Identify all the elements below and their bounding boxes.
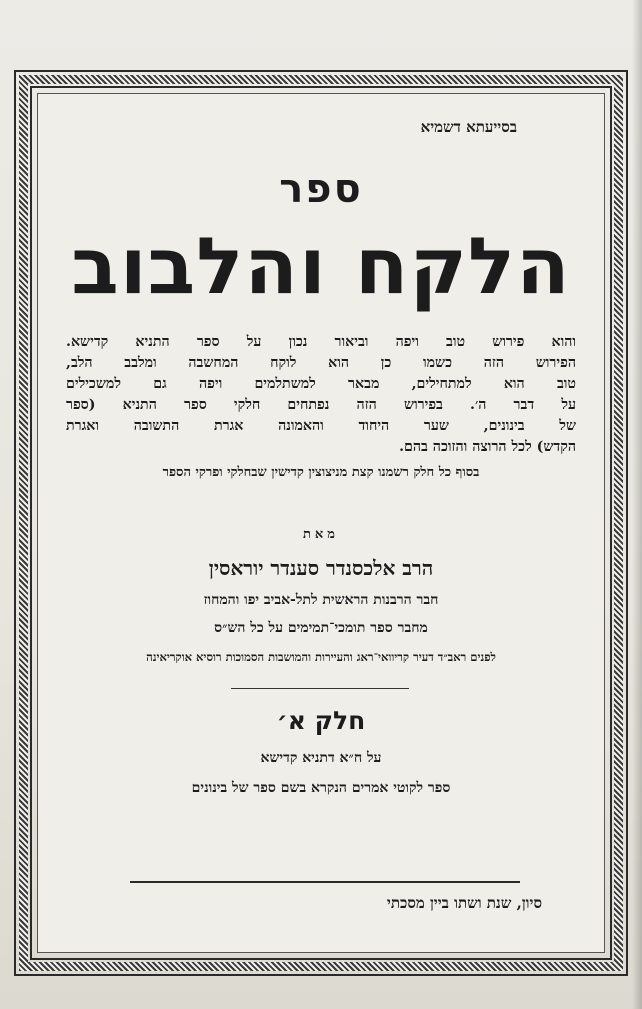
- part-label: חלק א׳: [276, 706, 366, 735]
- description-line: הקדש) לכל הרוצה והזוכה בהם.: [399, 439, 576, 455]
- title-page-content: [60, 110, 582, 930]
- end-note: בסוף כל חלק רשמנו קצת מניצוצין קדישין שבחלקי ופרקי הספר: [162, 465, 480, 480]
- author-name: הרב אלכסנדר סענדר יוראסין: [208, 556, 434, 580]
- book-title: הלקח והלבוב: [71, 222, 571, 312]
- part-description: ספר לקוטי אמרים הנקרא בשם ספר של בינונים: [191, 780, 451, 796]
- author-title-rabbinate: חבר הרבנות הראשית לתל-אביב יפו והמחוז: [203, 592, 439, 608]
- description-line: והוא פירוש טוב ויפה וביאור נכון על ספר התניא קדישא.: [66, 334, 576, 350]
- besiyata-dishmaya: בסייעתא דשמיא: [420, 118, 517, 136]
- description-line: הפירוש הזה כשמו כן הוא לוקח המחשבה ומלבב הלב,: [66, 355, 576, 371]
- page-shadow: [632, 0, 642, 1009]
- author-title-book: מחבר ספר תומכי־תמימים על כל הש״ס: [214, 620, 428, 636]
- divider-long: [130, 881, 520, 883]
- divider-short: [231, 688, 409, 689]
- by-label: מאת: [303, 527, 339, 542]
- publication-date: סיון, שנת ושתו ביין מסכתי: [386, 894, 542, 912]
- part-subject: על ח״א דתניא קדישא: [260, 750, 382, 766]
- sefer-label: ספר: [279, 166, 363, 212]
- description-line: טוב הוא למתחילים, מבאר למשתלמים ויפה גם למשכילים: [66, 376, 576, 392]
- author-former-position: לפנים ראב״ד דעיר קריוואי־ראג והעיירות והמושבות הסמוכות רוסיא אוקריאינה: [146, 650, 496, 664]
- description-paragraph: [66, 332, 576, 458]
- description-line: של בינונים, שער היחוד והאמונה אגרת התשובה ואגרת: [66, 418, 576, 434]
- description-line: על דבר ה׳. בפירוש הזה נפתחים חלקי ספר התניא (ספר: [66, 397, 576, 413]
